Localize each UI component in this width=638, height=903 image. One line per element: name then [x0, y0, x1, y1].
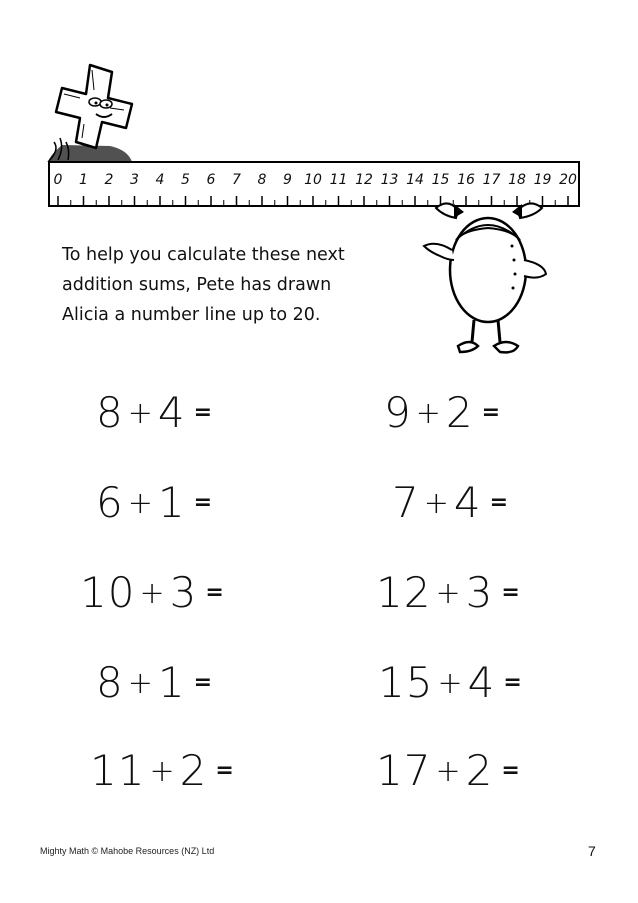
instruction-line-3: Alicia a number line up to 20.: [62, 305, 321, 325]
addend-b: 2: [179, 746, 208, 795]
equals-sign: =: [193, 490, 214, 515]
sum-right-5: [376, 746, 521, 795]
ruler-number: 19: [533, 172, 552, 188]
plus-sign: +: [127, 486, 154, 521]
sum-left-5: [90, 746, 235, 795]
plus-sign: +: [127, 666, 154, 701]
addend-b: 1: [157, 478, 186, 527]
ruler-number: 18: [508, 172, 526, 188]
ruler-number: 5: [181, 172, 190, 188]
equals-sign: =: [193, 400, 214, 425]
addend-a: 12: [376, 568, 432, 617]
ruler-number: 14: [406, 172, 424, 188]
addend-b: 4: [453, 478, 482, 527]
ruler-number: 16: [457, 172, 475, 188]
ruler-number: 4: [155, 172, 165, 188]
sum-right-4: [378, 658, 523, 707]
ruler-number: 9: [283, 172, 292, 188]
equals-sign: =: [215, 758, 235, 783]
addend-b: 1: [157, 658, 186, 707]
page-number: 7: [588, 843, 596, 859]
sum-right-1: [384, 388, 501, 437]
instruction-text: [62, 240, 422, 330]
addend-a: 7: [392, 478, 420, 527]
plus-sign: +: [127, 396, 154, 431]
addend-b: 2: [465, 746, 494, 795]
addend-b: 4: [157, 388, 186, 437]
plus-sign: +: [437, 666, 464, 701]
alicia-girl-illustration: [418, 190, 558, 360]
instruction-line-1: To help you calculate these next: [62, 245, 345, 265]
sum-left-3: [80, 568, 225, 617]
addend-b: 3: [169, 568, 198, 617]
sum-left-2: [96, 478, 213, 527]
instruction-line-2: addition sums, Pete has drawn: [62, 275, 332, 295]
ruler-number: 3: [130, 172, 139, 188]
plus-sign: +: [139, 576, 166, 611]
footer-credit: Mighty Math © Mahobe Resources (NZ) Ltd: [40, 846, 215, 856]
ruler-number: 13: [380, 172, 399, 188]
sum-right-3: [376, 568, 521, 617]
plus-sign: +: [149, 754, 176, 789]
equals-sign: =: [193, 670, 214, 695]
equals-sign: =: [501, 580, 521, 605]
plus-sign: +: [435, 754, 462, 789]
addend-a: 9: [384, 388, 412, 437]
equals-sign: =: [503, 670, 523, 695]
ruler-number: 15: [431, 172, 450, 188]
addend-a: 10: [80, 568, 136, 617]
ruler-number: 0: [53, 172, 63, 188]
addend-a: 8: [96, 658, 124, 707]
equals-sign: =: [205, 580, 225, 605]
ruler-number: 17: [482, 172, 501, 188]
plus-sign-mascot-illustration: [40, 50, 140, 165]
ruler-number: 12: [355, 172, 373, 188]
sum-right-2: [392, 478, 509, 527]
ruler-number: 6: [206, 172, 216, 188]
ruler-number: 8: [257, 172, 267, 188]
addend-a: 11: [90, 746, 146, 795]
addend-b: 4: [467, 658, 496, 707]
sum-left-4: [96, 658, 213, 707]
ruler-number: 2: [104, 172, 114, 188]
equals-sign: =: [501, 758, 521, 783]
equals-sign: =: [489, 490, 510, 515]
addend-a: 8: [96, 388, 124, 437]
ruler-number: 20: [559, 172, 577, 188]
equals-sign: =: [481, 400, 502, 425]
addend-b: 2: [445, 388, 474, 437]
ruler-number: 7: [232, 172, 241, 188]
addend-b: 3: [465, 568, 494, 617]
plus-sign: +: [423, 486, 450, 521]
plus-sign: +: [435, 576, 462, 611]
addend-a: 17: [376, 746, 432, 795]
sum-left-1: [96, 388, 213, 437]
ruler-number: 10: [304, 172, 322, 188]
addend-a: 6: [96, 478, 124, 527]
ruler-number: 1: [79, 172, 88, 188]
plus-sign: +: [415, 396, 442, 431]
addend-a: 15: [378, 658, 434, 707]
ruler-number: 11: [329, 172, 348, 188]
